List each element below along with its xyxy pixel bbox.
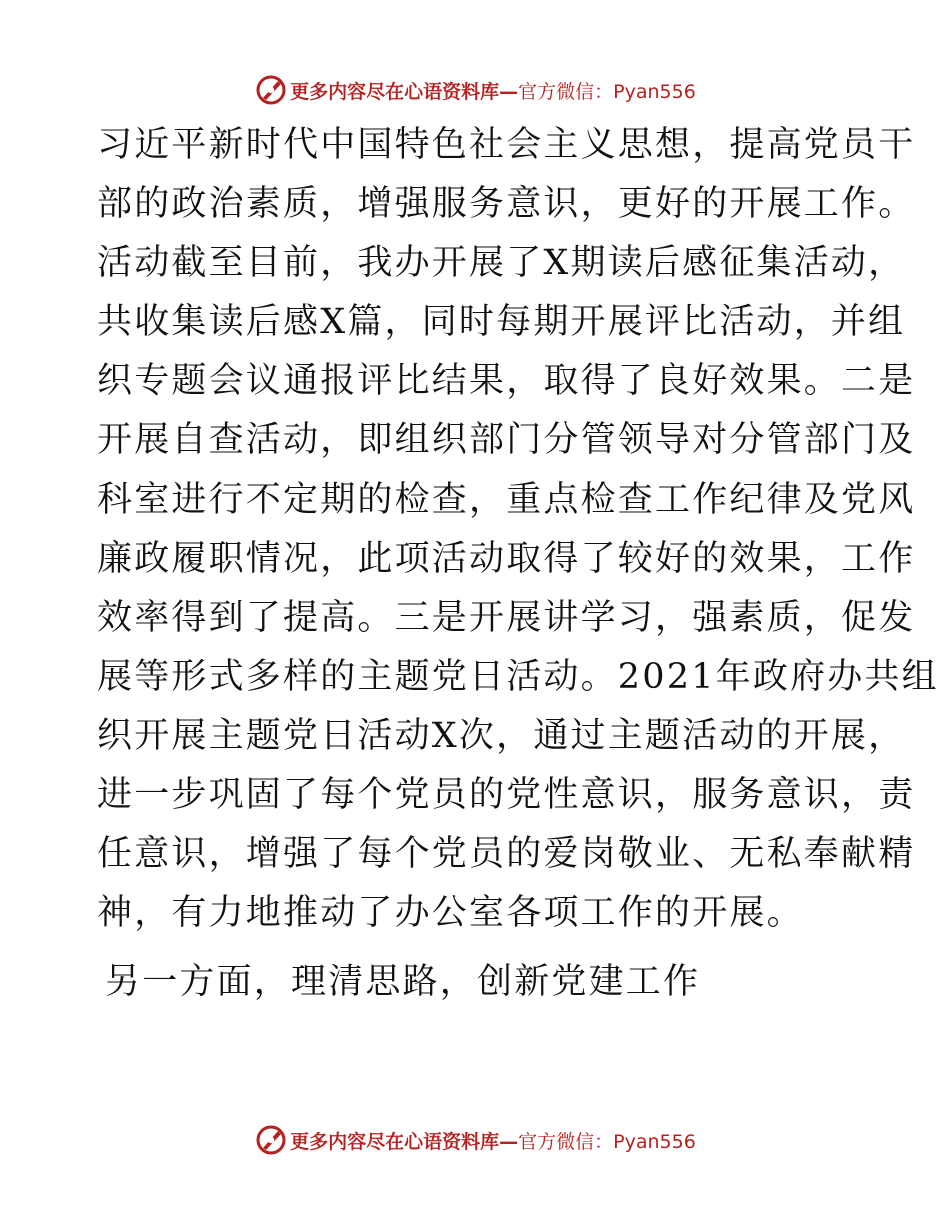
body-line: 神，有力地推动了办公室各项工作的开展。 <box>97 893 804 934</box>
header-watermark-banner <box>0 70 950 110</box>
body-line: 廉政履职情况，此项活动取得了较好的效果，工作 <box>97 538 916 579</box>
body-line: 共收集读后感X篇，同时每期开展评比活动，并组 <box>97 302 906 343</box>
body-line: 效率得到了提高。三是开展讲学习，强素质，促发 <box>97 597 916 638</box>
watermark-brand: 更多内容尽在心语资料库 <box>290 80 500 103</box>
footer-watermark-banner <box>0 1120 950 1160</box>
watermark-separator: — <box>499 1130 519 1153</box>
body-line: 织开展主题党日活动X次，通过主题活动的开展， <box>97 715 906 756</box>
body-line: 习近平新时代中国特色社会主义思想，提高党员干 <box>97 125 916 165</box>
body-line: 进一步巩固了每个党员的党性意识，服务意识，责 <box>97 775 916 816</box>
body-line: 展等形式多样的主题党日活动。2021年政府办共组 <box>97 656 939 697</box>
watermark-text <box>290 77 696 104</box>
pen-circle-logo-icon <box>254 1123 288 1157</box>
body-line: 织专题会议通报评比结果，取得了良好效果。二是 <box>97 361 916 402</box>
body-line: 活动截至目前，我办开展了X期读后感征集活动， <box>97 243 906 284</box>
body-line: 科室进行不定期的检查，重点检查工作纪律及党风 <box>97 479 916 520</box>
body-line: 开展自查活动，即组织部门分管领导对分管部门及 <box>97 420 916 461</box>
section-heading: 另一方面，理清思路，创新党建工作 <box>105 962 701 1002</box>
document-body-paragraph <box>97 116 939 943</box>
watermark-contact: 官方微信：Pyan556 <box>518 1130 696 1153</box>
pen-circle-logo-icon <box>254 73 288 107</box>
watermark-text <box>290 1127 696 1154</box>
watermark-contact: 官方微信：Pyan556 <box>518 80 696 103</box>
watermark-separator: — <box>499 80 519 103</box>
body-line: 任意识，增强了每个党员的爱岗敬业、无私奉献精 <box>97 834 916 875</box>
watermark-brand: 更多内容尽在心语资料库 <box>290 1130 500 1153</box>
body-line: 部的政治素质，增强服务意识，更好的开展工作。 <box>97 184 916 225</box>
